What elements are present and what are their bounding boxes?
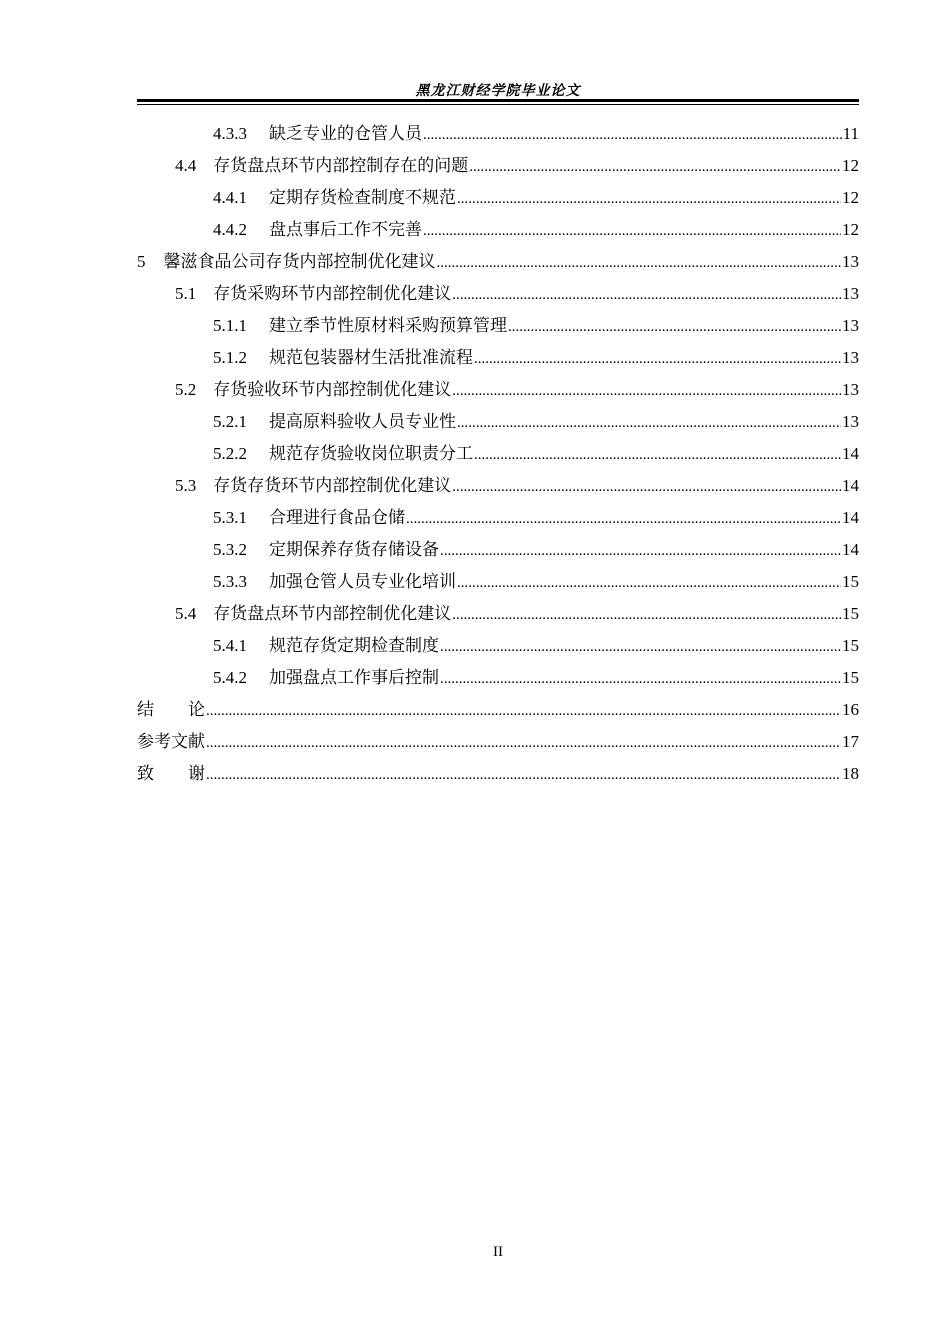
toc-entry-number: 4.4 (175, 156, 197, 175)
toc-entry[interactable] (137, 118, 859, 150)
toc-entry-number: 5.1.1 (213, 316, 247, 335)
toc-entry-page: 15 (842, 668, 859, 687)
toc-dot-leader (457, 183, 841, 215)
table-of-contents (137, 118, 859, 790)
toc-dot-leader (508, 311, 841, 343)
toc-entry-number: 5.3.3 (213, 572, 247, 591)
header-rule-thin (137, 104, 859, 105)
toc-entry-page: 17 (842, 732, 859, 751)
toc-dot-leader (423, 215, 841, 247)
toc-entry[interactable] (137, 726, 859, 758)
toc-entry-title: 存货盘点环节内部控制存在的问题 (213, 156, 469, 175)
toc-entry-page: 13 (842, 252, 859, 271)
toc-entry[interactable] (137, 246, 859, 278)
running-header-title: 黑龙江财经学院毕业论文 (415, 84, 581, 99)
toc-dot-leader (406, 503, 841, 535)
toc-entry-page: 13 (842, 284, 859, 303)
toc-entry-title: 存货采购环节内部控制优化建议 (213, 284, 452, 303)
toc-entry-title: 存货盘点环节内部控制优化建议 (213, 604, 452, 623)
toc-entry-page: 14 (842, 508, 859, 527)
toc-entry-title: 合理进行食品仓储 (269, 508, 405, 527)
toc-entry[interactable] (137, 278, 859, 310)
toc-entry-title: 参考文献 (137, 732, 205, 751)
toc-entry-title: 缺乏专业的仓管人员 (269, 124, 422, 143)
toc-dot-leader (474, 343, 841, 375)
toc-entry-number: 4.4.1 (213, 188, 247, 207)
toc-dot-leader (206, 759, 841, 791)
toc-entry[interactable] (137, 182, 859, 214)
toc-entry[interactable] (137, 502, 859, 534)
toc-entry[interactable] (137, 150, 859, 182)
toc-entry-number: 5.3 (175, 476, 197, 495)
toc-entry[interactable] (137, 694, 859, 726)
toc-entry-number: 5.1 (175, 284, 197, 303)
toc-dot-leader (206, 727, 841, 759)
toc-entry[interactable] (137, 342, 859, 374)
header-rule-thick (137, 99, 859, 102)
toc-entry-title: 建立季节性原材料采购预算管理 (269, 316, 507, 335)
toc-entry-number: 4.4.2 (213, 220, 247, 239)
toc-entry-number: 5.3.2 (213, 540, 247, 559)
toc-entry-page: 14 (842, 476, 859, 495)
toc-entry-page: 16 (842, 700, 859, 719)
toc-entry[interactable] (137, 534, 859, 566)
toc-entry[interactable] (137, 662, 859, 694)
toc-entry[interactable] (137, 438, 859, 470)
toc-dot-leader (452, 471, 841, 503)
toc-entry-page: 14 (842, 540, 859, 559)
toc-dot-leader (437, 247, 842, 279)
toc-entry-title: 定期保养存货存储设备 (269, 540, 439, 559)
toc-entry-page: 11 (842, 124, 859, 143)
toc-entry[interactable] (137, 598, 859, 630)
toc-entry-page: 13 (842, 380, 859, 399)
footer-page-number: II (493, 1244, 503, 1260)
toc-entry-number: 4.3.3 (213, 124, 247, 143)
toc-entry-title: 存货存货环节内部控制优化建议 (213, 476, 452, 495)
toc-entry-number: 5.2.1 (213, 412, 247, 431)
toc-entry-number: 5.3.1 (213, 508, 247, 527)
toc-entry-page: 13 (842, 412, 859, 431)
toc-entry-title: 加强盘点工作事后控制 (269, 668, 439, 687)
toc-entry-page: 12 (842, 188, 859, 207)
toc-dot-leader (452, 599, 841, 631)
toc-dot-leader (474, 439, 841, 471)
toc-entry-title: 规范存货验收岗位职责分工 (269, 444, 473, 463)
toc-entry-title: 规范包装器材生活批准流程 (269, 348, 473, 367)
toc-entry-page: 12 (842, 220, 859, 239)
toc-entry-page: 15 (842, 604, 859, 623)
toc-entry-title: 结 论 (137, 700, 205, 719)
toc-entry-page: 12 (842, 156, 859, 175)
toc-entry-title: 规范存货定期检查制度 (269, 636, 439, 655)
toc-dot-leader (440, 535, 841, 567)
toc-entry-number: 5.2 (175, 380, 197, 399)
toc-entry-number: 5 (137, 252, 146, 271)
toc-entry-page: 15 (842, 572, 859, 591)
toc-entry-title: 定期存货检查制度不规范 (269, 188, 456, 207)
toc-entry-page: 14 (842, 444, 859, 463)
toc-dot-leader (452, 375, 841, 407)
toc-dot-leader (457, 407, 841, 439)
toc-entry-number: 5.4 (175, 604, 197, 623)
toc-entry[interactable] (137, 214, 859, 246)
toc-entry-number: 5.4.1 (213, 636, 247, 655)
toc-dot-leader (440, 631, 841, 663)
toc-entry[interactable] (137, 630, 859, 662)
toc-dot-leader (206, 695, 841, 727)
toc-entry-page: 18 (842, 764, 859, 783)
toc-entry-title: 存货验收环节内部控制优化建议 (213, 380, 452, 399)
toc-entry[interactable] (137, 470, 859, 502)
toc-dot-leader (469, 151, 841, 183)
toc-entry-page: 13 (842, 348, 859, 367)
toc-dot-leader (440, 663, 841, 695)
toc-entry[interactable] (137, 566, 859, 598)
toc-entry[interactable] (137, 310, 859, 342)
toc-entry-page: 13 (842, 316, 859, 335)
toc-dot-leader (452, 279, 841, 311)
toc-dot-leader (423, 119, 842, 151)
toc-entry-number: 5.2.2 (213, 444, 247, 463)
toc-dot-leader (457, 567, 841, 599)
toc-entry-number: 5.1.2 (213, 348, 247, 367)
toc-entry[interactable] (137, 406, 859, 438)
toc-entry-title: 馨滋食品公司存货内部控制优化建议 (163, 252, 436, 271)
toc-entry-title: 提高原料验收人员专业性 (269, 412, 456, 431)
toc-entry-number: 5.4.2 (213, 668, 247, 687)
toc-entry[interactable] (137, 374, 859, 406)
toc-entry-title: 致 谢 (137, 764, 205, 783)
toc-entry[interactable] (137, 758, 859, 790)
toc-entry-title: 加强仓管人员专业化培训 (269, 572, 456, 591)
toc-entry-page: 15 (842, 636, 859, 655)
toc-entry-title: 盘点事后工作不完善 (269, 220, 422, 239)
